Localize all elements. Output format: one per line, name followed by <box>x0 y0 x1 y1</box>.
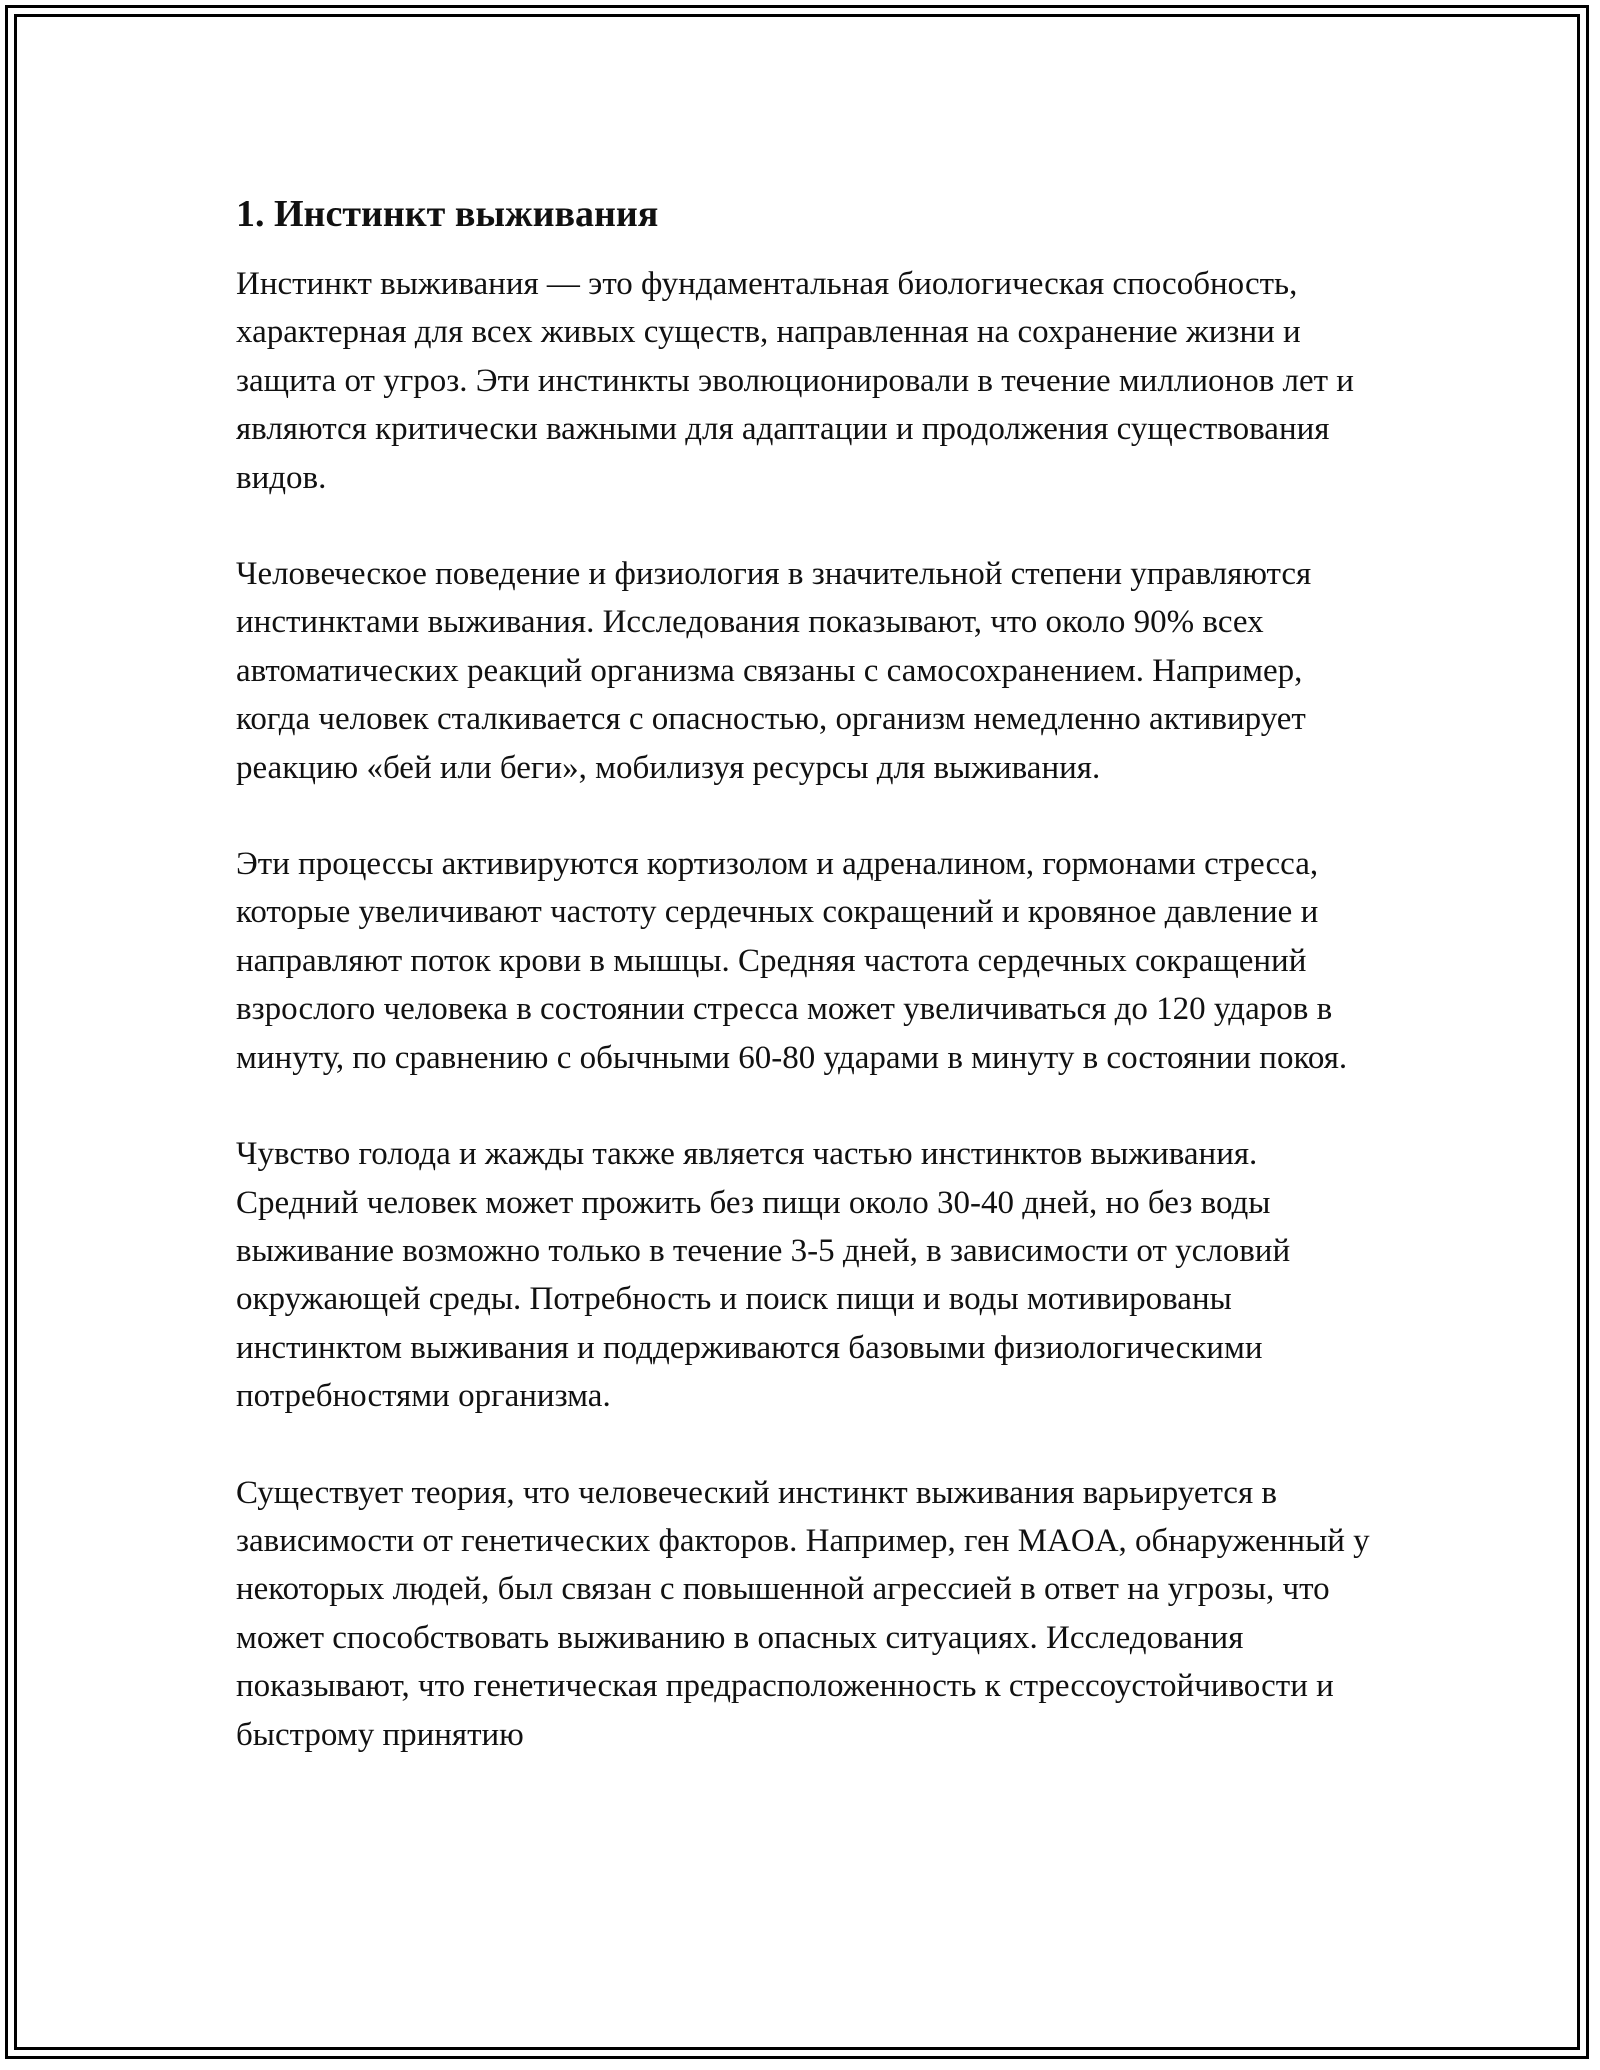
paragraph-2: Человеческое поведение и физиология в значительной степени управляются инстинктами выживания. Исследования показывают, что около 90% всех автоматических реакций организма связаны с самосохранением. Например, когда человек сталкивается с опасностью, организм немедленно активирует реакцию «бей или беги», мобилизуя ресурсы для выживания. <box>236 556 1312 786</box>
paragraph-5: Существует теория, что человеческий инстинкт выживания варьируется в зависимости от генетических факторов. Например, ген MAOA, обнаруженный у некоторых людей, был связан с повышенной агрессией в ответ на угрозы, что может способствовать выживанию в опасных ситуациях. Исследования показывают, что генетическая предрасположенность к стрессоустойчивости и быстрому принятию <box>236 1474 1370 1753</box>
paragraph-3: Эти процессы активируются кортизолом и адреналином, гормонами стресса, которые увеличивают частоту сердечных сокращений и кровяное давление и направляют поток крови в мышцы. Средняя частота сердечных сокращений взрослого человека в состоянии стресса может увеличиваться до 120 ударов в минуту, по сравнению с обычными 60-80 ударами в минуту в состоянии покоя. <box>236 846 1348 1076</box>
section-heading: 1. Инстинкт выживания <box>236 193 659 235</box>
document-body <box>236 186 1376 1759</box>
paragraph-1: Инстинкт выживания — это фундаментальная биологическая способность, характерная для всех живых существ, направленная на сохранение жизни и защита от угроз. Эти инстинкты эволюционировали в течение миллионов лет и являются критически важными для адаптации и продолжения существования видов. <box>236 266 1354 496</box>
paragraph-4: Чувство голода и жажды также является частью инстинктов выживания. Средний человек может прожить без пищи около 30-40 дней, но без воды выживание возможно только в течение 3-5 дней, в зависимости от условий окружающей среды. Потребность и поиск пищи и воды мотивированы инстинктом выживания и поддерживаются базовыми физиологическими потребностями организма. <box>236 1136 1291 1415</box>
